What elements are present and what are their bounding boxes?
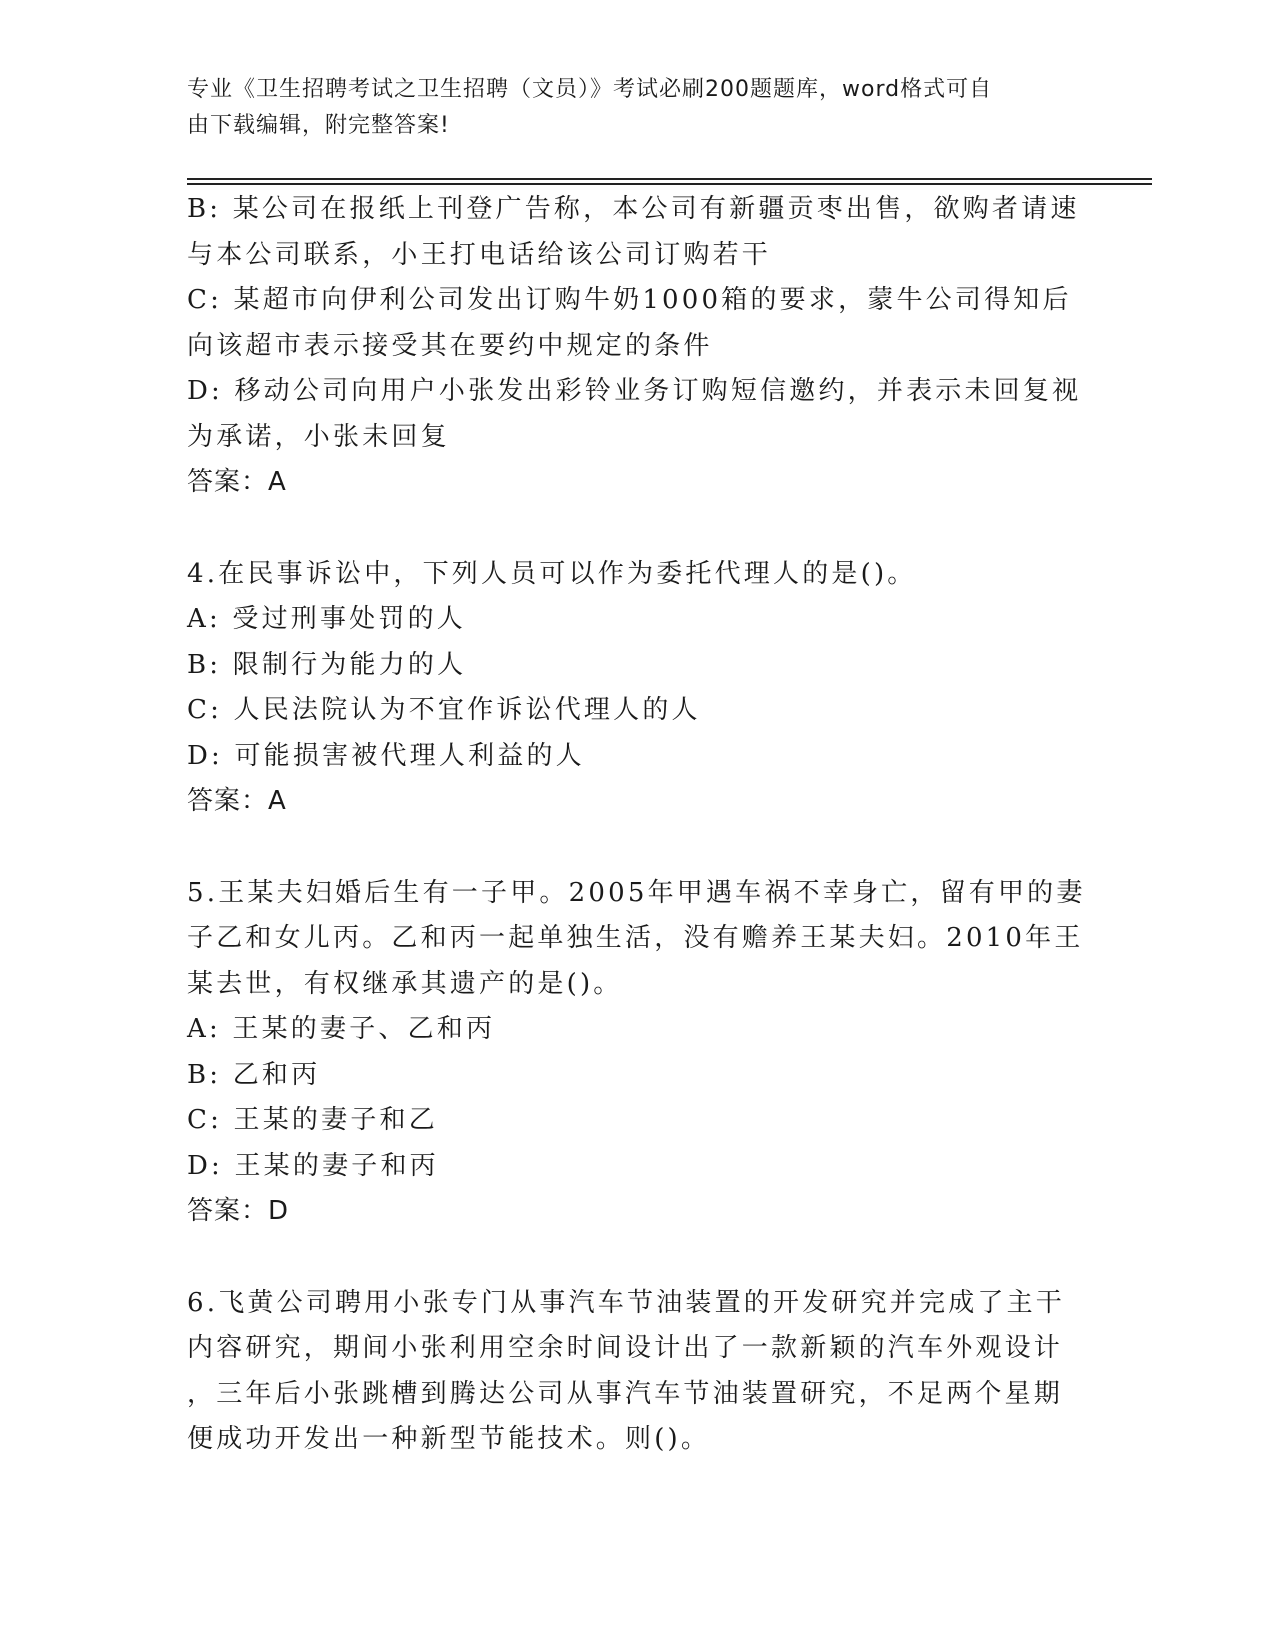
q6-stem-line-4: 便成功开发出一种新型节能技术。则()。 xyxy=(187,1424,711,1454)
q4-stem: 4.在民事诉讼中，下列人员可以作为委托代理人的是()。 xyxy=(187,558,917,589)
q5-option-b: B: 乙和丙 xyxy=(187,1059,321,1090)
q4-answer: 答案：A xyxy=(187,786,287,816)
header-divider-top xyxy=(187,178,1152,180)
question-5 xyxy=(187,871,1086,1235)
q3-option-d-line-1: D: 移动公司向用户小张发出彩铃业务订购短信邀约，并表示未回复视 xyxy=(187,376,1082,406)
q5-option-a: A: 王某的妻子、乙和丙 xyxy=(187,1014,496,1044)
q6-stem-line-2: 内容研究，期间小张利用空余时间设计出了一款新颖的汽车外观设计 xyxy=(187,1333,1064,1363)
q3-option-d-line-2: 为承诺，小张未回复 xyxy=(187,421,450,452)
question-4 xyxy=(187,552,1067,825)
q5-stem-line-3: 某去世，有权继承其遗产的是()。 xyxy=(187,968,623,999)
question-3 xyxy=(187,187,1082,506)
spacer xyxy=(187,825,1067,871)
question-list xyxy=(187,187,1086,1463)
q5-stem-line-2: 子乙和女儿丙。乙和丙一起单独生活，没有赡养王某夫妇。2010年王 xyxy=(187,923,1084,953)
q4-option-c: C: 人民法院认为不宜作诉讼代理人的人 xyxy=(187,695,701,725)
q3-option-b-line-2: 与本公司联系，小王打电话给该公司订购若干 xyxy=(187,239,772,270)
q3-option-c-line-2: 向该超市表示接受其在要约中规定的条件 xyxy=(187,330,713,361)
q4-option-a: A: 受过刑事处罚的人 xyxy=(187,604,467,634)
q3-option-b-line-1: B: 某公司在报纸上刊登广告称，本公司有新疆贡枣出售，欲购者请速 xyxy=(187,194,1080,224)
q5-stem-line-1: 5.王某夫妇婚后生有一子甲。2005年甲遇车祸不幸身亡，留有甲的妻 xyxy=(187,877,1086,908)
q3-answer: 答案：A xyxy=(187,467,287,497)
q5-option-c: C: 王某的妻子和乙 xyxy=(187,1105,438,1135)
q5-option-d: D: 王某的妻子和丙 xyxy=(187,1150,439,1181)
q6-stem-line-3: ，三年后小张跳槽到腾达公司从事汽车节油装置研究，不足两个星期 xyxy=(187,1378,1064,1409)
header-line-1: 专业《卫生招聘考试之卫生招聘（文员）》考试必刷200题题库，word格式可自 xyxy=(187,77,993,102)
q4-option-b: B: 限制行为能力的人 xyxy=(187,649,467,680)
question-6 xyxy=(187,1281,1067,1463)
q3-option-c-line-1: C: 某超市向伊利公司发出订购牛奶1000箱的要求，蒙牛公司得知后 xyxy=(187,285,1072,315)
document-header xyxy=(187,72,1067,144)
header-line-2: 由下载编辑，附完整答案! xyxy=(187,113,450,138)
q4-option-d: D: 可能损害被代理人利益的人 xyxy=(187,740,585,771)
q6-stem-line-1: 6.飞黄公司聘用小张专门从事汽车节油装置的开发研究并完成了主干 xyxy=(187,1287,1066,1318)
spacer xyxy=(187,1235,1067,1281)
q5-answer: 答案：D xyxy=(187,1196,290,1226)
spacer xyxy=(187,506,1067,552)
header-divider-bottom xyxy=(187,183,1152,185)
